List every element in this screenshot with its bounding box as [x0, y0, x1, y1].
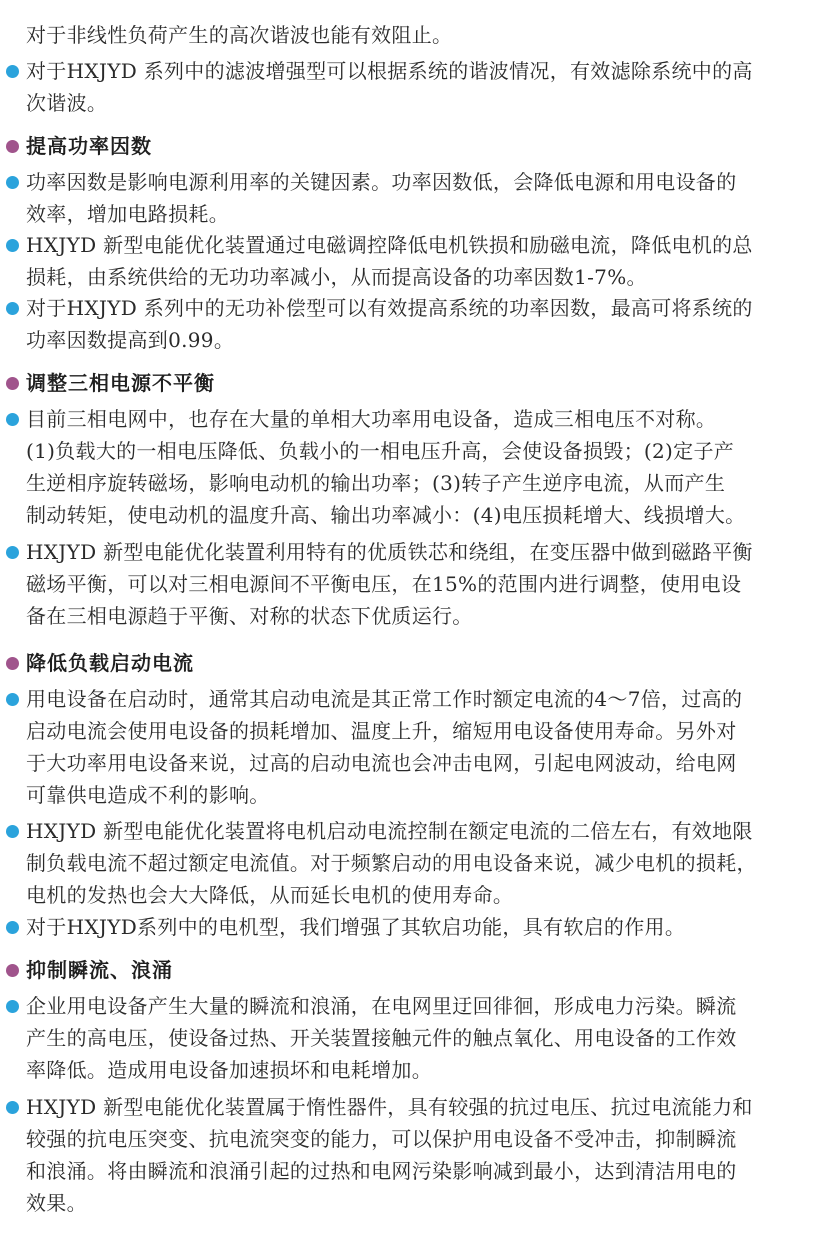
bullet-item [6, 991, 836, 1021]
heading-bullet-icon [6, 964, 19, 977]
bullet-dot-icon [6, 1101, 19, 1114]
bullet-item-text: 用电设备在启动时，通常其启动电流是其正常工作时额定电流的4～7倍，过高的 [26, 687, 743, 711]
heading-bullet-icon [6, 657, 19, 670]
bullet-dot-icon [6, 302, 19, 315]
bullet-item [6, 537, 836, 567]
section-heading-text: 调整三相电源不平衡 [26, 371, 215, 395]
bullet-item-text: 对于HXJYD 系列中的无功补偿型可以有效提高系统的功率因数，最高可将系统的 [26, 296, 753, 320]
section-heading [6, 131, 836, 161]
bullet-item-text: HXJYD 新型电能优化装置利用特有的优质铁芯和绕组，在变压器中做到磁路平衡 [26, 540, 753, 564]
bullet-item [6, 293, 836, 323]
bullet-dot-icon [6, 825, 19, 838]
paragraph-line: 制动转矩，使电动机的温度升高、输出功率减小：(4)电压损耗增大、线损增大。 [26, 503, 746, 527]
bullet-item-text: HXJYD 新型电能优化装置属于惰性器件，具有较强的抗过电压、抗过电流能力和 [26, 1095, 753, 1119]
section-heading-text: 抑制瞬流、浪涌 [26, 958, 173, 982]
paragraph-line: 对于非线性负荷产生的高次谐波也能有效阻止。 [26, 23, 453, 47]
bullet-dot-icon [6, 921, 19, 934]
paragraph-line: 效率，增加电路损耗。 [26, 202, 229, 226]
bullet-dot-icon [6, 65, 19, 78]
heading-bullet-icon [6, 377, 19, 390]
paragraph-line: 功率因数提高到0.99。 [26, 328, 235, 352]
bullet-dot-icon [6, 176, 19, 189]
bullet-dot-icon [6, 239, 19, 252]
section-heading-text: 降低负载启动电流 [26, 651, 194, 675]
section-heading [6, 648, 836, 678]
paragraph-line: 磁场平衡，可以对三相电源间不平衡电压，在15%的范围内进行调整，使用电设 [26, 572, 742, 596]
section-heading [6, 368, 836, 398]
bullet-item-text: 对于HXJYD 系列中的滤波增强型可以根据系统的谐波情况，有效滤除系统中的高 [26, 59, 753, 83]
bullet-item-text: 目前三相电网中，也存在大量的单相大功率用电设备，造成三相电压不对称。 [26, 407, 717, 431]
bullet-item-text: 企业用电设备产生大量的瞬流和浪涌，在电网里迂回徘徊，形成电力污染。瞬流 [26, 994, 737, 1018]
paragraph-line: 电机的发热也会大大降低，从而延长电机的使用寿命。 [26, 883, 514, 907]
bullet-item [6, 1092, 836, 1122]
bullet-dot-icon [6, 693, 19, 706]
bullet-dot-icon [6, 413, 19, 426]
bullet-item [6, 684, 836, 714]
paragraph-line: 于大功率用电设备来说，过高的启动电流也会冲击电网，引起电网波动，给电网 [26, 751, 737, 775]
paragraph-line: 产生的高电压，使设备过热、开关装置接触元件的触点氧化、用电设备的工作效 [26, 1026, 737, 1050]
paragraph-line: 备在三相电源趋于平衡、对称的状态下优质运行。 [26, 604, 473, 628]
bullet-item-text: HXJYD 新型电能优化装置通过电磁调控降低电机铁损和励磁电流，降低电机的总 [26, 233, 753, 257]
paragraph-line: 生逆相序旋转磁场，影响电动机的输出功率；(3)转子产生逆序电流，从而产生 [26, 471, 726, 495]
bullet-dot-icon [6, 546, 19, 559]
paragraph-line: 制负载电流不超过额定电流值。对于频繁启动的用电设备来说，减少电机的损耗， [26, 851, 757, 875]
bullet-item-text: 功率因数是影响电源利用率的关键因素。功率因数低，会降低电源和用电设备的 [26, 170, 737, 194]
paragraph-line: 可靠供电造成不利的影响。 [26, 783, 270, 807]
bullet-item-text: 对于HXJYD系列中的电机型，我们增强了其软启功能，具有软启的作用。 [26, 915, 686, 939]
section-heading-text: 提高功率因数 [26, 134, 152, 158]
bullet-item [6, 230, 836, 260]
bullet-item [6, 404, 836, 434]
paragraph-line: (1)负载大的一相电压降低、负载小的一相电压升高，会使设备损毁；(2)定子产 [26, 439, 735, 463]
paragraph-line: 次谐波。 [26, 91, 108, 115]
paragraph-line: 较强的抗电压突变、抗电流突变的能力，可以保护用电设备不受冲击，抑制瞬流 [26, 1127, 737, 1151]
paragraph-line: 启动电流会使用电设备的损耗增加、温度上升，缩短用电设备使用寿命。另外对 [26, 719, 737, 743]
section-heading [6, 955, 836, 985]
bullet-item [6, 167, 836, 197]
paragraph-line: 损耗，由系统供给的无功功率减小，从而提高设备的功率因数1-7%。 [26, 265, 647, 289]
paragraph-line: 率降低。造成用电设备加速损坏和电耗增加。 [26, 1058, 432, 1082]
heading-bullet-icon [6, 140, 19, 153]
bullet-item-text: HXJYD 新型电能优化装置将电机启动电流控制在额定电流的二倍左右，有效地限 [26, 819, 753, 843]
bullet-item [6, 56, 836, 86]
paragraph-line: 效果。 [26, 1191, 87, 1215]
paragraph-line: 和浪涌。将由瞬流和浪涌引起的过热和电网污染影响减到最小，达到清洁用电的 [26, 1159, 737, 1183]
bullet-dot-icon [6, 1000, 19, 1013]
bullet-item [6, 912, 836, 942]
bullet-item [6, 816, 836, 846]
